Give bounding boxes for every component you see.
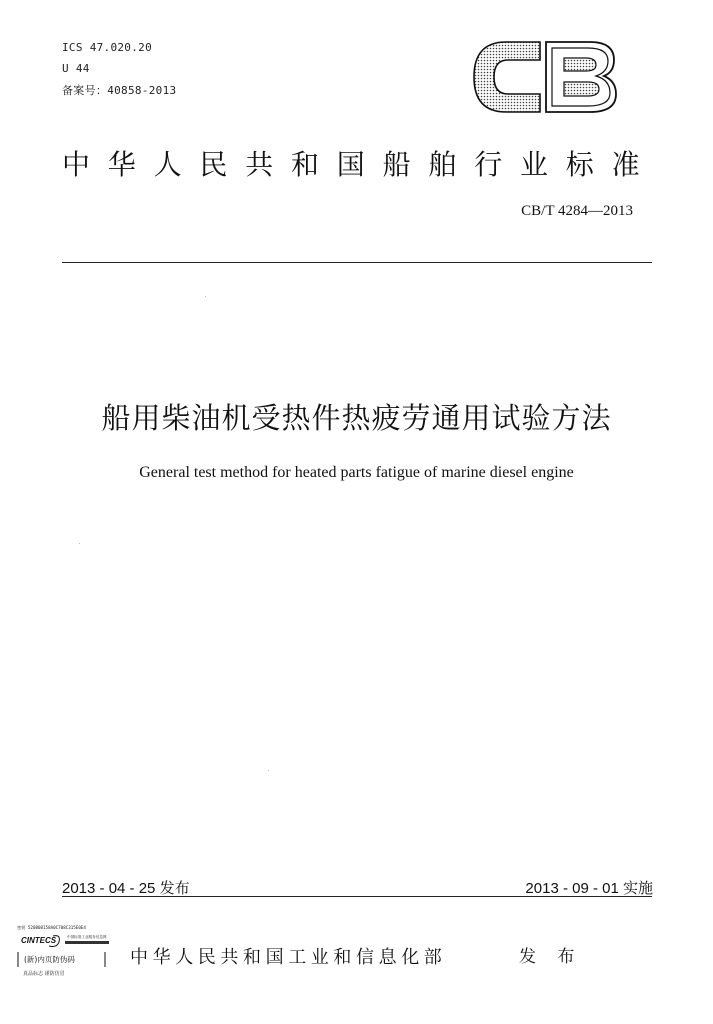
- implementation-date: 2013 - 09 - 01 实施: [525, 880, 653, 897]
- anti-counterfeit-label-icon: [15, 922, 123, 978]
- industry-standard-banner: 中华人民共和国船舶行业标准: [62, 148, 658, 181]
- bottom-divider: [62, 896, 652, 897]
- record-number: 备案号：40858-2013: [62, 84, 177, 97]
- cb-logo: [468, 38, 618, 116]
- title-english: General test method for heated parts fatigue of marine diesel engine: [139, 464, 574, 481]
- cb-logo-icon: [468, 38, 618, 116]
- scan-speck: [205, 296, 206, 297]
- stamp-brand: CINTECS: [21, 936, 57, 945]
- ics-code: ICS 47.020.20: [62, 41, 152, 54]
- publish-label: 发 布: [519, 947, 583, 967]
- scan-speck: [79, 543, 80, 544]
- standard-number: CB/T 4284—2013: [521, 203, 633, 219]
- category-code: U 44: [62, 62, 90, 75]
- issue-date: 2013 - 04 - 25 发布: [62, 880, 190, 897]
- stamp-brand-sub: 中国标准工业服务信息网: [67, 935, 107, 939]
- stamp-bottom: 真品标志 谨防仿冒: [23, 971, 65, 977]
- publisher-name: 中华人民共和国工业和信息化部: [130, 947, 447, 968]
- top-divider: [62, 262, 652, 263]
- stamp-center: (新)内页防伪码: [24, 955, 75, 964]
- scan-speck: [268, 770, 269, 771]
- stamp-top-line: 密钥 520808158A0C708C315E0E4: [17, 925, 86, 930]
- anti-counterfeit-stamp: [15, 922, 123, 978]
- title-chinese: 船用柴油机受热件热疲劳通用试验方法: [101, 401, 612, 435]
